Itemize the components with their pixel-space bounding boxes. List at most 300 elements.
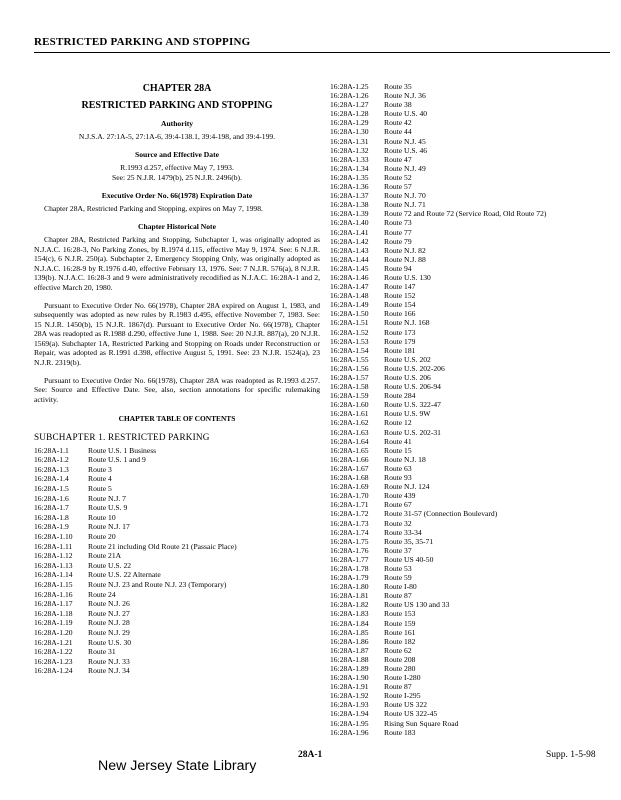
- toc-entry: [330, 709, 610, 718]
- toc-section-title: Route N.J. 18: [384, 454, 426, 464]
- toc-section-number: 16:28A-1.60: [330, 400, 369, 410]
- toc-entry: [330, 137, 610, 146]
- toc-section-title: Route 159: [384, 618, 416, 628]
- toc-entry: [330, 127, 610, 136]
- toc-section-title: Route 57: [384, 182, 412, 192]
- toc-entry: [330, 246, 610, 255]
- toc-section-title: Route N.J. 28: [88, 618, 130, 628]
- toc-section-title: Route U.S. 9: [88, 503, 128, 513]
- historical-note-paragraph: Pursuant to Executive Order No. 66(1978), Chapter 28A was readopted as R.1993 d.257. See: Source and Effective Date. See, also, section annotations for specific rulemaking activity.: [34, 375, 320, 404]
- toc-section-number: 16:28A-1.37: [330, 191, 369, 201]
- toc-section-title: Route U.S. 322-47: [384, 400, 441, 410]
- toc-section-title: Route 161: [384, 627, 416, 637]
- toc-entry: [330, 409, 610, 418]
- toc-section-number: 16:28A-1.2: [34, 455, 69, 465]
- toc-section-number: 16:28A-1.20: [34, 627, 73, 637]
- toc-section-number: 16:28A-1.77: [330, 554, 369, 564]
- toc-section-number: 16:28A-1.59: [330, 391, 369, 401]
- source-line-2: See: 25 N.J.R. 1479(b), 25 N.J.R. 2496(b).: [112, 172, 242, 182]
- toc-section-title: Route N.J. 29: [88, 627, 130, 637]
- toc-entry: [330, 355, 610, 364]
- toc-entry: [330, 428, 610, 437]
- toc-section-title: Route 63: [384, 463, 412, 473]
- toc-section-title: Route N.J. 33: [88, 656, 130, 666]
- toc-section-title: Route N.J. 34: [88, 666, 130, 676]
- toc-section-number: 16:28A-1.73: [330, 518, 369, 528]
- toc-section-title: Route 44: [384, 127, 412, 137]
- historical-note-paragraph: Chapter 28A, Restricted Parking and Stopping, Subchapter 1, was originally adopted as N.J.A.C. 16:28-3, No Parking Zones, by R.1974 d.115, effective May 9, 1974. See: 6 N.J.R. 154(c), 6 N.J.R. 250(a). Subchapter 2, Emergency Stopping Only, was originally adopted as N.J.A.C. 16:28-9 by R.1976 d.40, effective February 13, 1976. See: 7 N.J.R. 576(a), 8 N.J.R. 139(b). N.J.A.C. 16:28-3 and 9 were administratively recodified as N.J.A.C. 16:28A-1 and 2, effective March 20, 1980.: [34, 234, 320, 292]
- toc-section-title: Route 35, 35-71: [384, 536, 434, 546]
- toc-section-number: 16:28A-1.78: [330, 563, 369, 573]
- toc-section-number: 16:28A-1.68: [330, 473, 369, 483]
- toc-section-number: 16:28A-1.13: [34, 560, 73, 570]
- toc-section-title: Route 153: [384, 609, 416, 619]
- toc-entry: [34, 618, 320, 628]
- toc-entry: [330, 673, 610, 682]
- left-column: [34, 82, 320, 676]
- toc-section-number: 16:28A-1.69: [330, 482, 369, 492]
- toc-section-number: 16:28A-1.57: [330, 373, 369, 382]
- toc-section-number: 16:28A-1.30: [330, 127, 369, 137]
- toc-entry: [330, 200, 610, 209]
- toc-entry: [34, 503, 320, 513]
- running-header: RESTRICTED PARKING AND STOPPING: [34, 36, 251, 48]
- toc-section-title: Route N.J. 71: [384, 200, 426, 210]
- toc-entry: [330, 455, 610, 464]
- toc-section-title: Route 10: [88, 512, 116, 522]
- toc-section-number: 16:28A-1.88: [330, 654, 369, 664]
- toc-section-number: 16:28A-1.29: [330, 118, 369, 128]
- toc-section-number: 16:28A-1.36: [330, 182, 369, 192]
- toc-entry: [330, 300, 610, 309]
- toc-section-number: 16:28A-1.4: [34, 474, 69, 484]
- source-line-1: R.1993 d.257, effective May 7, 1993.: [120, 162, 234, 172]
- toc-entry: [330, 682, 610, 691]
- toc-section-title: Route 59: [384, 573, 412, 583]
- toc-section-title: Route 35: [384, 82, 412, 91]
- toc-section-title: Route 62: [384, 645, 412, 655]
- toc-entry: [34, 484, 320, 494]
- library-watermark: New Jersey State Library: [98, 758, 257, 773]
- toc-section-title: Route U.S. 206: [384, 373, 431, 382]
- toc-entry: [330, 273, 610, 282]
- toc-section-title: Route 52: [384, 172, 412, 182]
- toc-section-number: 16:28A-1.82: [330, 600, 369, 610]
- toc-section-title: Route U.S. 46: [384, 145, 428, 155]
- toc-section-title: Route U.S. 202: [384, 354, 431, 364]
- toc-entry: [330, 291, 610, 300]
- toc-section-title: Route 24: [88, 589, 116, 599]
- toc-entry: [330, 573, 610, 582]
- toc-entry: [330, 582, 610, 591]
- toc-list-right: [330, 82, 610, 737]
- toc-entry: [330, 218, 610, 227]
- toc-section-title: Route 33-34: [384, 527, 422, 537]
- toc-entry: [34, 532, 320, 542]
- toc-entry: [330, 600, 610, 609]
- toc-heading: CHAPTER TABLE OF CONTENTS: [118, 414, 236, 424]
- toc-section-number: 16:28A-1.70: [330, 491, 369, 501]
- toc-section-title: Route 152: [384, 291, 416, 301]
- toc-entry: [330, 337, 610, 346]
- toc-entry: [330, 82, 610, 91]
- toc-section-number: 16:28A-1.32: [330, 145, 369, 155]
- toc-section-number: 16:28A-1.79: [330, 573, 369, 583]
- toc-section-number: 16:28A-1.96: [330, 727, 369, 737]
- toc-section-title: Route U.S. 202-31: [384, 427, 441, 437]
- toc-section-title: Route N.J. 88: [384, 254, 426, 264]
- toc-section-title: Route N.J. 23 and Route N.J. 23 (Temporary): [88, 579, 227, 589]
- toc-entry: [330, 173, 610, 182]
- toc-section-number: 16:28A-1.76: [330, 545, 369, 555]
- toc-section-number: 16:28A-1.31: [330, 136, 369, 146]
- toc-section-number: 16:28A-1.49: [330, 300, 369, 310]
- toc-section-number: 16:28A-1.65: [330, 445, 369, 455]
- toc-section-number: 16:28A-1.85: [330, 627, 369, 637]
- toc-entry: [330, 491, 610, 500]
- toc-entry: [330, 537, 610, 546]
- source-heading: Source and Effective Date: [134, 150, 219, 160]
- toc-section-number: 16:28A-1.15: [34, 579, 73, 589]
- toc-entry: [330, 528, 610, 537]
- toc-section-title: Route N.J. 27: [88, 608, 130, 618]
- toc-section-title: Route 79: [384, 236, 412, 246]
- toc-section-number: 16:28A-1.40: [330, 218, 369, 228]
- toc-section-title: Route 12: [384, 418, 412, 428]
- toc-section-number: 16:28A-1.25: [330, 82, 369, 91]
- toc-section-title: Route 181: [384, 345, 416, 355]
- toc-section-number: 16:28A-1.18: [34, 608, 73, 618]
- authority-text: N.J.S.A. 27:1A-5, 27:1A-6, 39:4-138.1, 39:4-198, and 39:4-199.: [78, 131, 276, 141]
- toc-section-number: 16:28A-1.66: [330, 454, 369, 464]
- toc-section-title: Route 77: [384, 227, 412, 237]
- toc-section-title: Route 20: [88, 531, 116, 541]
- toc-section-number: 16:28A-1.87: [330, 645, 369, 655]
- toc-entry: [330, 209, 610, 218]
- toc-entry: [34, 513, 320, 523]
- toc-section-number: 16:28A-1.3: [34, 464, 69, 474]
- toc-entry: [34, 446, 320, 456]
- toc-section-title: Route 47: [384, 154, 412, 164]
- toc-entry: [330, 309, 610, 318]
- toc-section-number: 16:28A-1.63: [330, 427, 369, 437]
- toc-section-title: Route 72 and Route 72 (Service Road, Old Route 72): [384, 209, 547, 219]
- toc-list-left: [34, 446, 320, 676]
- toc-section-number: 16:28A-1.86: [330, 636, 369, 646]
- toc-entry: [330, 564, 610, 573]
- toc-section-number: 16:28A-1.7: [34, 503, 69, 513]
- toc-section-number: 16:28A-1.26: [330, 91, 369, 101]
- toc-section-title: Route US 40-50: [384, 554, 434, 564]
- right-column: [330, 82, 610, 737]
- toc-entry: [330, 628, 610, 637]
- toc-entry: [330, 255, 610, 264]
- toc-entry: [330, 728, 610, 737]
- toc-section-number: 16:28A-1.46: [330, 272, 369, 282]
- toc-section-title: Route 67: [384, 500, 412, 510]
- toc-entry: [330, 473, 610, 482]
- toc-section-number: 16:28A-1.93: [330, 700, 369, 710]
- toc-section-title: Route 183: [384, 727, 416, 737]
- toc-entry: [330, 364, 610, 373]
- toc-section-number: 16:28A-1.12: [34, 551, 73, 561]
- toc-entry: [34, 666, 320, 676]
- toc-section-number: 16:28A-1.1: [34, 445, 69, 455]
- toc-entry: [34, 609, 320, 619]
- toc-section-title: Route 15: [384, 445, 412, 455]
- toc-entry: [330, 509, 610, 518]
- toc-section-title: Route N.J. 49: [384, 163, 426, 173]
- toc-section-title: Route 41: [384, 436, 412, 446]
- toc-entry: [330, 719, 610, 728]
- toc-section-number: 16:28A-1.5: [34, 484, 69, 493]
- toc-entry: [330, 237, 610, 246]
- toc-section-title: Route 94: [384, 263, 412, 273]
- toc-section-title: Route 93: [384, 473, 412, 483]
- toc-section-number: 16:28A-1.10: [34, 531, 73, 541]
- toc-section-number: 16:28A-1.58: [330, 382, 369, 392]
- toc-entry: [34, 551, 320, 561]
- toc-section-number: 16:28A-1.38: [330, 200, 369, 210]
- toc-entry: [330, 691, 610, 700]
- toc-entry: [330, 146, 610, 155]
- toc-section-title: Route N.J. 70: [384, 191, 426, 201]
- toc-section-title: Route 37: [384, 545, 412, 555]
- toc-section-title: Route 3: [88, 464, 112, 474]
- toc-section-title: Route 208: [384, 654, 416, 664]
- toc-section-number: 16:28A-1.64: [330, 436, 369, 446]
- toc-section-number: 16:28A-1.35: [330, 172, 369, 182]
- toc-section-number: 16:28A-1.43: [330, 245, 369, 255]
- toc-entry: [330, 391, 610, 400]
- toc-section-title: Route N.J. 168: [384, 318, 430, 328]
- toc-entry: [330, 164, 610, 173]
- toc-section-number: 16:28A-1.44: [330, 254, 369, 264]
- toc-section-number: 16:28A-1.11: [34, 541, 73, 551]
- toc-entry: [330, 646, 610, 655]
- toc-entry: [34, 599, 320, 609]
- toc-section-title: Route 280: [384, 664, 416, 673]
- toc-section-title: Route N.J. 82: [384, 245, 426, 255]
- toc-section-number: 16:28A-1.52: [330, 327, 369, 337]
- toc-section-number: 16:28A-1.42: [330, 236, 369, 246]
- authority-heading: Authority: [160, 119, 194, 129]
- toc-section-title: Route I-295: [384, 691, 421, 701]
- toc-section-title: Route U.S. 206-94: [384, 382, 441, 392]
- toc-section-number: 16:28A-1.91: [330, 682, 369, 692]
- toc-section-number: 16:28A-1.34: [330, 163, 369, 173]
- toc-section-title: Route N.J. 7: [88, 493, 126, 503]
- toc-section-title: Route N.J. 45: [384, 136, 426, 146]
- toc-section-number: 16:28A-1.62: [330, 418, 369, 428]
- toc-section-title: Route 284: [384, 391, 416, 401]
- toc-entry: [330, 346, 610, 355]
- toc-section-number: 16:28A-1.56: [330, 363, 369, 373]
- toc-section-number: 16:28A-1.71: [330, 500, 369, 510]
- toc-section-number: 16:28A-1.67: [330, 463, 369, 473]
- toc-section-number: 16:28A-1.80: [330, 582, 369, 592]
- chapter-title: RESTRICTED PARKING AND STOPPING: [81, 99, 273, 111]
- toc-section-number: 16:28A-1.84: [330, 618, 369, 628]
- toc-entry: [330, 437, 610, 446]
- toc-section-number: 16:28A-1.50: [330, 309, 369, 319]
- toc-entry: [330, 555, 610, 564]
- toc-section-number: 16:28A-1.90: [330, 673, 369, 683]
- toc-section-title: Route 87: [384, 682, 412, 692]
- toc-entry: [330, 282, 610, 291]
- toc-section-title: Route N.J. 36: [384, 91, 426, 101]
- toc-section-number: 16:28A-1.54: [330, 345, 369, 355]
- toc-entry: [330, 655, 610, 664]
- toc-entry: [330, 664, 610, 673]
- toc-section-title: Route 147: [384, 282, 416, 292]
- toc-section-title: Route 32: [384, 518, 412, 528]
- toc-section-title: Route U.S. 22 Alternate: [88, 570, 161, 580]
- toc-section-title: Route N.J. 124: [384, 482, 430, 492]
- toc-entry: [330, 446, 610, 455]
- toc-section-number: 16:28A-1.75: [330, 536, 369, 546]
- toc-entry: [330, 619, 610, 628]
- toc-section-number: 16:28A-1.41: [330, 227, 369, 237]
- toc-section-title: Route 182: [384, 636, 416, 646]
- toc-section-title: Route US 322-45: [384, 709, 438, 719]
- toc-entry: [330, 373, 610, 382]
- toc-section-number: 16:28A-1.21: [34, 637, 73, 647]
- toc-section-title: Route U.S. 202-206: [384, 363, 445, 373]
- toc-entry: [330, 191, 610, 200]
- toc-entry: [330, 609, 610, 618]
- toc-entry: [330, 464, 610, 473]
- toc-entry: [34, 590, 320, 600]
- toc-section-title: Route 173: [384, 327, 416, 337]
- toc-entry: [330, 100, 610, 109]
- toc-section-title: Route US 130 and 33: [384, 600, 450, 610]
- header-rule: [34, 52, 610, 53]
- chapter-number: CHAPTER 28A: [142, 83, 212, 94]
- toc-section-number: 16:28A-1.22: [34, 647, 73, 657]
- toc-section-title: Route 73: [384, 218, 412, 228]
- toc-entry: [34, 522, 320, 532]
- toc-section-title: Route U.S. 30: [88, 637, 132, 647]
- toc-section-number: 16:28A-1.94: [330, 709, 369, 719]
- toc-section-title: Route 5: [88, 484, 112, 493]
- toc-section-title: Route 21A: [88, 551, 122, 561]
- toc-section-title: Route 21 including Old Route 21 (Passaic Place): [88, 541, 237, 551]
- toc-section-number: 16:28A-1.16: [34, 589, 73, 599]
- toc-section-title: Route 154: [384, 300, 416, 310]
- toc-entry: [34, 542, 320, 552]
- toc-entry: [330, 500, 610, 509]
- toc-section-title: Route U.S. 130: [384, 272, 431, 282]
- toc-entry: [330, 546, 610, 555]
- toc-entry: [330, 700, 610, 709]
- toc-section-title: Route U.S. 1 and 9: [88, 455, 146, 465]
- historical-note-heading: Chapter Historical Note: [138, 222, 216, 232]
- toc-entry: [34, 657, 320, 667]
- toc-entry: [34, 455, 320, 465]
- toc-section-number: 16:28A-1.28: [330, 109, 369, 119]
- toc-section-number: 16:28A-1.55: [330, 354, 369, 364]
- toc-section-number: 16:28A-1.51: [330, 318, 369, 328]
- eo-text: Chapter 28A, Restricted Parking and Stopping, expires on May 7, 1998.: [44, 203, 263, 213]
- toc-entry: [330, 591, 610, 600]
- toc-section-title: Route 4: [88, 474, 112, 484]
- toc-section-number: 16:28A-1.23: [34, 656, 73, 666]
- toc-section-number: 16:28A-1.8: [34, 512, 69, 522]
- toc-section-number: 16:28A-1.17: [34, 599, 73, 609]
- toc-section-title: Route U.S. 9W: [384, 409, 431, 419]
- toc-section-title: Route 42: [384, 118, 412, 128]
- toc-section-number: 16:28A-1.83: [330, 609, 369, 619]
- toc-section-number: 16:28A-1.33: [330, 154, 369, 164]
- toc-section-title: Route I-280: [384, 673, 421, 683]
- toc-section-title: Rising Sun Square Road: [384, 718, 459, 728]
- toc-section-title: Route U.S. 40: [384, 109, 428, 119]
- toc-section-number: 16:28A-1.6: [34, 493, 69, 503]
- toc-entry: [34, 561, 320, 571]
- toc-section-number: 16:28A-1.89: [330, 664, 369, 673]
- toc-section-title: Route U.S. 22: [88, 560, 132, 570]
- toc-section-title: Route 31-57 (Connection Boulevard): [384, 509, 498, 519]
- toc-entry: [330, 482, 610, 491]
- toc-entry: [330, 382, 610, 391]
- toc-section-title: Route I-80: [384, 582, 417, 592]
- toc-section-title: Route U.S. 1 Business: [88, 445, 157, 455]
- toc-section-number: 16:28A-1.9: [34, 522, 69, 532]
- toc-section-title: Route 166: [384, 309, 416, 319]
- toc-section-number: 16:28A-1.95: [330, 718, 369, 728]
- toc-section-title: Route US 322: [384, 700, 428, 710]
- toc-entry: [330, 264, 610, 273]
- toc-entry: [34, 570, 320, 580]
- toc-entry: [330, 400, 610, 409]
- eo-heading: Executive Order No. 66(1978) Expiration Date: [101, 191, 253, 201]
- toc-entry: [330, 228, 610, 237]
- toc-entry: [330, 118, 610, 127]
- toc-section-number: 16:28A-1.19: [34, 618, 73, 628]
- toc-entry: [34, 628, 320, 638]
- subchapter-heading: SUBCHAPTER 1. RESTRICTED PARKING: [34, 432, 210, 443]
- toc-section-number: 16:28A-1.53: [330, 336, 369, 346]
- toc-entry: [330, 519, 610, 528]
- toc-entry: [330, 318, 610, 327]
- toc-section-number: 16:28A-1.74: [330, 527, 369, 537]
- toc-section-title: Route 87: [384, 591, 412, 601]
- historical-note-paragraph: Pursuant to Executive Order No. 66(1978), Chapter 28A expired on August 1, 1983, and subsequently was adopted as new rules by R.1983 d.495, effective November 7, 1983. See: 15 N.J.R. 1450(b), 15 N.J.R. 1867(d). Pursuant to Executive Order No. 66(1978), Chapter 28A was readopted as R.1988 d.290, effective June 1, 1988. See: 20 N.J.R. 887(a), 20 N.J.R. 1569(a). Subchapter 1A, Restricted Parking and Stopping on Roads under Reconstruction or Repair, was adopted as R.1991 d.398, effective August 5, 1991. See: 23 N.J.R. 1524(a), 23 N.J.R. 2319(b).: [34, 300, 320, 368]
- toc-section-title: Route 53: [384, 563, 412, 573]
- toc-entry: [34, 647, 320, 657]
- toc-section-title: Route 439: [384, 491, 416, 501]
- toc-section-number: 16:28A-1.27: [330, 100, 369, 110]
- toc-section-title: Route 31: [88, 647, 116, 657]
- toc-entry: [34, 638, 320, 648]
- toc-section-number: 16:28A-1.14: [34, 570, 73, 580]
- toc-section-number: 16:28A-1.92: [330, 691, 369, 701]
- toc-section-number: 16:28A-1.45: [330, 263, 369, 273]
- toc-entry: [330, 109, 610, 118]
- toc-entry: [330, 418, 610, 427]
- toc-section-title: Route 38: [384, 100, 412, 110]
- toc-entry: [330, 328, 610, 337]
- toc-section-title: Route N.J. 17: [88, 522, 130, 532]
- supplement-date: Supp. 1-5-98: [546, 750, 596, 760]
- toc-section-number: 16:28A-1.81: [330, 591, 369, 601]
- toc-section-number: 16:28A-1.61: [330, 409, 369, 419]
- toc-entry: [34, 494, 320, 504]
- toc-section-number: 16:28A-1.72: [330, 509, 369, 519]
- toc-section-number: 16:28A-1.48: [330, 291, 369, 301]
- toc-entry: [330, 182, 610, 191]
